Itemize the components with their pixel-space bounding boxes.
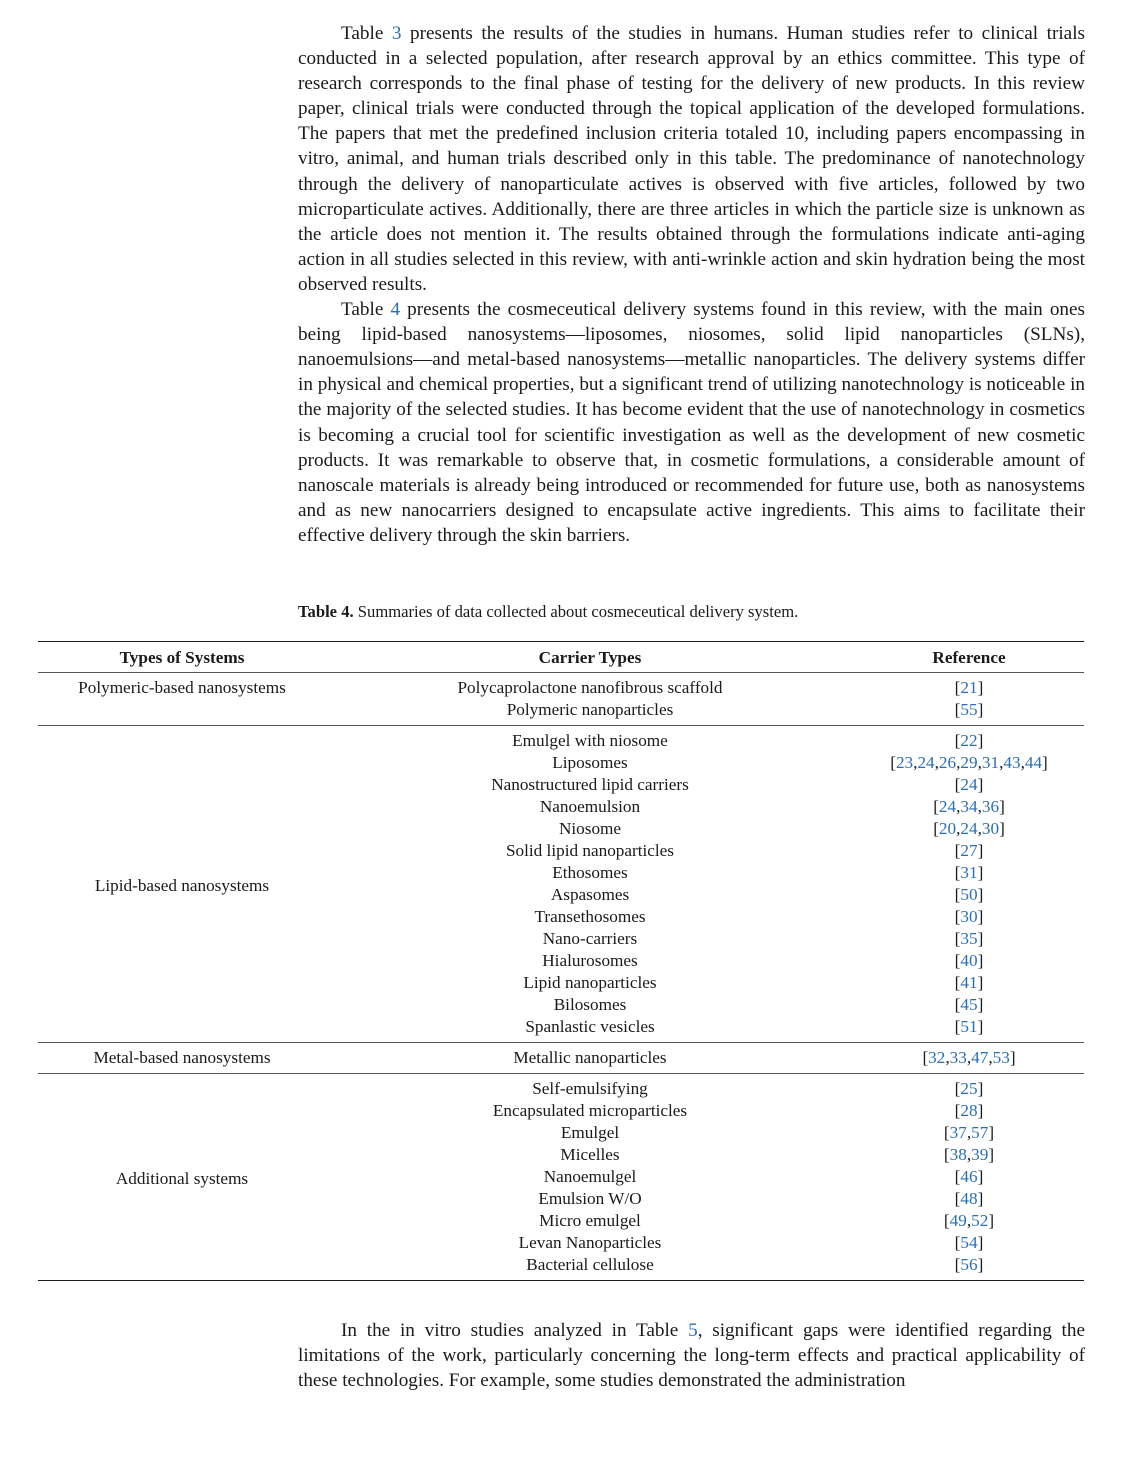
carrier-type-cell: Ethosomes — [552, 863, 628, 882]
citation-link[interactable]: 38 — [949, 1145, 967, 1164]
carrier-type-cell: Emulgel — [560, 1123, 620, 1142]
reference-cell: [37,57] — [943, 1123, 995, 1142]
citation-link[interactable]: 32 — [928, 1048, 946, 1067]
table-header-row — [38, 642, 1084, 673]
citation-link[interactable]: 50 — [960, 885, 978, 904]
reference-cell: [50] — [954, 885, 984, 904]
carrier-type-cell: Self-emulsifying — [532, 1079, 648, 1098]
citation-link[interactable]: 31 — [981, 753, 1000, 772]
reference-cell: [23,24,26,29,31,43,44] — [890, 753, 1048, 772]
reference-cell: [45] — [954, 995, 984, 1014]
carrier-type-cell: Polycaprolactone nanofibrous scaffold — [457, 678, 723, 697]
carrier-type-cell: Niosome — [558, 819, 622, 838]
citation-link[interactable]: 55 — [960, 700, 978, 719]
table-row — [38, 726, 1084, 753]
table-caption-label: Table 4. — [298, 602, 354, 621]
citation-link[interactable]: 56 — [960, 1255, 978, 1274]
citation-link[interactable]: 51 — [960, 1017, 978, 1036]
carrier-type-cell: Bacterial cellulose — [526, 1255, 654, 1274]
paragraph — [298, 1318, 1085, 1393]
paragraph-text: , significant gaps were identified regarding the limitations of the work, particularly concerning the long-term effects and practical applicability of these technologies. For example, some studies demonstrated the administration — [298, 1320, 1085, 1392]
body-text-top — [298, 21, 1085, 548]
citation-link[interactable]: 23 — [895, 753, 914, 772]
citation-link[interactable]: 37 — [949, 1123, 967, 1142]
carrier-type-cell: Micro emulgel — [539, 1211, 641, 1230]
reference-cell: [51] — [954, 1017, 984, 1036]
citation-link[interactable]: 54 — [960, 1233, 978, 1252]
reference-cell: [40] — [954, 951, 984, 970]
paragraph-text: presents the cosmeceutical delivery systems found in this review, with the main ones being lipid-based nanosystems—liposomes, niosomes, solid lipid nanoparticles (SLNs), nanoemulsions—and metal-based nanosystems—metallic nanoparticles. The delivery systems differ in physical and chemical properties, but a significant trend of utilizing nanotechnology is noticeable in the majority of the selected studies. It has become evident that the use of nanotechnology in cosmetics is becoming a crucial tool for scientific investigation as well as the development of new cosmetic products. It was remarkable to observe that, in cosmetic formulations, a considerable amount of nanoscale materials is already being introduced or recommended for future use, both as nanosystems and as new nanocarriers designed to encapsulate active ingredients. This aims to facilitate their effective delivery through the skin barriers. — [298, 299, 1086, 546]
reference-cell: [25] — [954, 1079, 984, 1098]
table-reference-link[interactable]: 5 — [688, 1320, 698, 1341]
carrier-type-cell: Nanostructured lipid carriers — [491, 775, 689, 794]
paragraph-text: Table — [341, 299, 391, 321]
carrier-type-cell: Lipid nanoparticles — [523, 973, 657, 992]
citation-link[interactable]: 28 — [960, 1101, 978, 1120]
reference-cell: [48] — [954, 1189, 984, 1208]
carrier-type-cell: Nano-carriers — [542, 929, 638, 948]
citation-link[interactable]: 49 — [949, 1211, 967, 1230]
citation-link[interactable]: 21 — [960, 678, 978, 697]
citation-link[interactable]: 22 — [960, 731, 978, 750]
carrier-type-cell: Encapsulated microparticles — [492, 1101, 688, 1120]
system-type-cell: Polymeric-based nanosystems — [78, 678, 286, 697]
reference-cell: [20,24,30] — [933, 819, 1005, 838]
table-group — [38, 1043, 1084, 1074]
citation-link[interactable]: 53 — [992, 1048, 1010, 1067]
citation-link[interactable]: 41 — [960, 973, 978, 992]
table-row — [38, 1043, 1084, 1074]
system-type-cell: Metal-based nanosystems — [93, 1048, 271, 1067]
reference-cell: [30] — [954, 907, 984, 926]
citation-link[interactable]: 57 — [971, 1123, 989, 1142]
table-row — [38, 1074, 1084, 1101]
reference-cell: [55] — [954, 700, 984, 719]
reference-cell: [56] — [954, 1255, 984, 1274]
carrier-type-cell: Liposomes — [552, 753, 628, 772]
paragraph — [298, 21, 1085, 297]
table-group — [38, 673, 1084, 726]
table-reference-link[interactable]: 4 — [390, 299, 401, 321]
carrier-type-cell: Emulsion W/O — [538, 1189, 642, 1208]
table-reference-link[interactable]: 3 — [391, 23, 402, 44]
reference-cell: [46] — [954, 1167, 984, 1186]
reference-cell: [38,39] — [943, 1145, 995, 1164]
carrier-type-cell: Nanoemulgel — [543, 1167, 637, 1186]
citation-link[interactable]: 48 — [960, 1189, 978, 1208]
citation-link[interactable]: 40 — [960, 951, 978, 970]
citation-link[interactable]: 20 — [938, 819, 957, 838]
carrier-type-cell: Hialurosomes — [542, 951, 638, 970]
reference-cell: [28] — [954, 1101, 984, 1120]
citation-link[interactable]: 44 — [1024, 753, 1043, 772]
carrier-type-cell: Levan Nanoparticles — [518, 1233, 662, 1252]
citation-link[interactable]: 24 — [960, 819, 978, 838]
citation-link[interactable]: 27 — [960, 841, 978, 860]
citation-link[interactable]: 30 — [960, 907, 978, 926]
reference-cell: [31] — [954, 863, 984, 882]
system-type-cell: Additional systems — [115, 1169, 249, 1188]
table-caption-text: Summaries of data collected about cosmeceutical delivery system. — [353, 602, 799, 621]
table-group — [38, 1074, 1084, 1281]
system-type-cell: Lipid-based nanosystems — [94, 876, 270, 895]
header-carrier-types: Carrier Types — [538, 648, 642, 667]
carrier-type-cell: Micelles — [560, 1145, 620, 1164]
citation-link[interactable]: 24 — [917, 753, 935, 772]
reference-cell: [22] — [954, 731, 984, 750]
citation-link[interactable]: 45 — [960, 995, 978, 1014]
reference-cell: [41] — [954, 973, 984, 992]
table-caption — [298, 601, 1085, 623]
paragraph-text: In the in vitro studies analyzed in Table — [341, 1320, 689, 1341]
paragraph-text: Table — [341, 23, 392, 44]
carrier-type-cell: Spanlastic vesicles — [525, 1017, 655, 1036]
paragraph-text: presents the results of the studies in humans. Human studies refer to clinical trials conducted in a selected population, after research approval by an ethics committee. This type of research corresponds to the final phase of testing for the delivery of new products. In this review paper, clinical trials were conducted through the topical application of the developed formulations. The papers that met the predefined inclusion criteria totaled 10, including papers encompassing in vitro, animal, and human trials described only in this table. The predominance of nanotechnology through the delivery of nanoparticulate actives is observed with five articles, followed by two microparticulate actives. Additionally, there are three articles in which the particle size is unknown as the article does not mention it. The results obtained through the formulations indicate anti-aging action in all studies selected in this review, with anti-wrinkle action and skin hydration being the most observed results. — [298, 23, 1085, 295]
header-types-of-systems: Types of Systems — [119, 648, 245, 667]
citation-link[interactable]: 47 — [971, 1048, 989, 1067]
citation-link[interactable]: 33 — [949, 1048, 967, 1067]
carrier-type-cell: Bilosomes — [553, 995, 627, 1014]
table-group — [38, 726, 1084, 1043]
paragraph — [298, 297, 1085, 548]
carrier-type-cell: Nanoemulsion — [539, 797, 641, 816]
citation-link[interactable]: 26 — [938, 753, 957, 772]
reference-cell: [54] — [954, 1233, 984, 1252]
reference-cell: [32,33,47,53] — [922, 1048, 1016, 1067]
table-4 — [38, 641, 1084, 1281]
carrier-type-cell: Aspasomes — [550, 885, 630, 904]
citation-link[interactable]: 30 — [981, 819, 1000, 838]
reference-cell: [27] — [954, 841, 984, 860]
citation-link[interactable]: 35 — [960, 929, 978, 948]
citation-link[interactable]: 52 — [971, 1211, 989, 1230]
citation-link[interactable]: 24 — [960, 775, 978, 794]
reference-cell: [21] — [954, 678, 984, 697]
reference-cell: [49,52] — [943, 1211, 995, 1230]
citation-link[interactable]: 24 — [938, 797, 957, 816]
header-reference: Reference — [932, 648, 1006, 667]
citation-link[interactable]: 25 — [960, 1079, 978, 1098]
carrier-type-cell: Metallic nanoparticles — [513, 1048, 667, 1067]
citation-link[interactable]: 34 — [960, 797, 978, 816]
citation-link[interactable]: 43 — [1003, 753, 1021, 772]
table-row — [38, 673, 1084, 700]
carrier-type-cell: Polymeric nanoparticles — [506, 700, 674, 719]
reference-cell: [35] — [954, 929, 984, 948]
citation-link[interactable]: 36 — [981, 797, 1000, 816]
carrier-type-cell: Solid lipid nanoparticles — [505, 841, 675, 860]
reference-cell: [24] — [954, 775, 984, 794]
body-text-bottom — [298, 1318, 1085, 1393]
citation-link[interactable]: 39 — [971, 1145, 989, 1164]
carrier-type-cell: Emulgel with niosome — [512, 731, 668, 750]
citation-link[interactable]: 31 — [960, 863, 978, 882]
citation-link[interactable]: 46 — [960, 1167, 978, 1186]
carrier-type-cell: Transethosomes — [534, 907, 646, 926]
reference-cell: [24,34,36] — [933, 797, 1005, 816]
citation-link[interactable]: 29 — [960, 753, 978, 772]
